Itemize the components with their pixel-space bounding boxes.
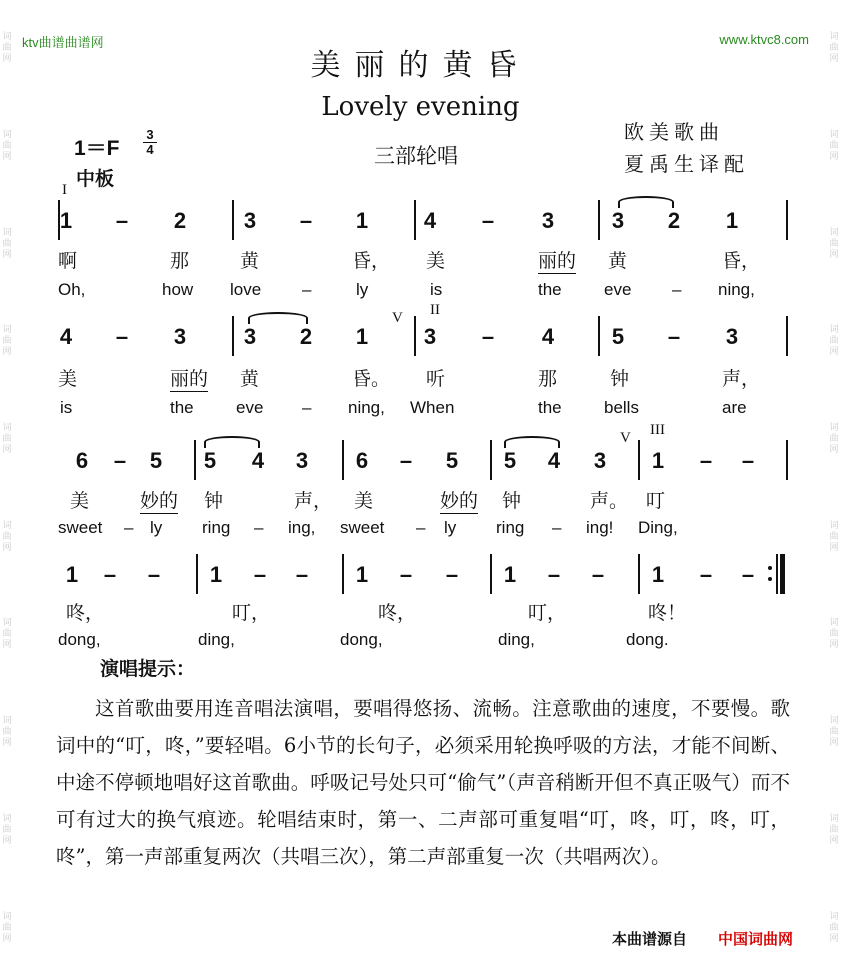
lyric: – — [302, 280, 312, 299]
note: – — [591, 562, 605, 587]
repeat-dots — [768, 562, 772, 584]
note: 3 — [541, 208, 555, 233]
slur — [248, 312, 308, 324]
note: 3 — [243, 208, 257, 233]
note: 5 — [203, 448, 217, 473]
note: 3 — [725, 324, 739, 349]
tempo-mark: 中板 — [76, 168, 115, 190]
lyrics-cn-4 — [58, 598, 790, 626]
lyric: is — [430, 280, 443, 299]
barline — [342, 554, 344, 594]
lyric: 黄 — [240, 368, 260, 390]
lyric: – — [552, 518, 562, 537]
time-bottom: 4 — [143, 142, 157, 157]
song-title: 美丽的黄昏 — [310, 48, 531, 83]
note: – — [667, 324, 681, 349]
tips-heading: 演唱提示： — [100, 658, 196, 680]
lyric: ing, — [288, 518, 316, 537]
barline — [786, 200, 788, 240]
credits — [624, 116, 749, 180]
lyric: 丽的 — [170, 364, 208, 392]
breath-mark: V — [392, 310, 403, 326]
arranger: 夏禹生译配 — [624, 152, 749, 176]
note: 3 — [611, 208, 625, 233]
time-signature — [143, 128, 157, 157]
note: – — [547, 562, 561, 587]
note: 2 — [667, 208, 681, 233]
lyric: 钟 — [610, 368, 630, 390]
lyric: sweet — [58, 518, 103, 537]
lyric: ly — [444, 518, 457, 537]
lyric: ring — [202, 518, 231, 537]
lyric: 叮 — [646, 490, 666, 512]
slur — [504, 436, 560, 448]
barline — [490, 554, 492, 594]
lyric: When — [410, 398, 455, 417]
lyric: Ding, — [638, 518, 678, 537]
note: 6 — [75, 448, 89, 473]
note: – — [399, 448, 413, 473]
note: 4 — [547, 448, 561, 473]
barline — [638, 554, 640, 594]
barline — [786, 316, 788, 356]
note: – — [253, 562, 267, 587]
lyric: 咚！ — [648, 602, 687, 624]
note: – — [147, 562, 161, 587]
lyric: 叮， — [232, 602, 271, 624]
note: 3 — [243, 324, 257, 349]
score-line-1 — [58, 182, 790, 248]
barline — [232, 200, 234, 240]
note: 5 — [149, 448, 163, 473]
lyric: sweet — [340, 518, 385, 537]
lyric: dong, — [58, 630, 101, 649]
lyric: 啊 — [58, 250, 78, 272]
lyric: bells — [604, 398, 639, 417]
lyric: 听 — [426, 368, 446, 390]
note: 1 — [59, 208, 73, 233]
note: 6 — [355, 448, 369, 473]
lyric: 昏。 — [352, 368, 391, 390]
score-line-3 — [58, 422, 790, 488]
source-label: 本曲谱源自 — [612, 930, 688, 948]
note: – — [699, 448, 713, 473]
note: – — [113, 448, 127, 473]
lyric: 声， — [722, 368, 761, 390]
lyrics-cn-2 — [58, 364, 790, 392]
song-subtitle: Lovely evening — [321, 92, 520, 122]
note: 1 — [209, 562, 223, 587]
key-signature: 1＝F — [74, 137, 120, 160]
lyric: ly — [150, 518, 163, 537]
breath-mark: V — [620, 430, 631, 446]
slur — [204, 436, 260, 448]
watermark-site-left: ktv曲谱曲谱网 — [22, 35, 104, 50]
lyrics-en-1 — [58, 280, 790, 308]
watermark-site-right: www.ktvc8.com — [719, 32, 809, 47]
lyric: 咚， — [378, 602, 417, 624]
lyric: love — [230, 280, 262, 299]
note: 2 — [173, 208, 187, 233]
note: 5 — [611, 324, 625, 349]
barline — [598, 200, 600, 240]
song-origin: 欧美歌曲 — [624, 120, 724, 144]
lyric: the — [538, 280, 562, 299]
note: – — [399, 562, 413, 587]
lyric: – — [672, 280, 682, 299]
note: 2 — [299, 324, 313, 349]
lyric: 咚， — [66, 602, 105, 624]
lyric: 声。 — [590, 490, 629, 512]
side-watermark-left: 词 曲 网 词 曲 网 词 曲 网 词 曲 网 词 曲 网 词 曲 网 词 曲 网 词 曲 网 词 曲 网 词 曲 网 — [2, 32, 12, 944]
lyric: ly — [356, 280, 369, 299]
lyric: 昏， — [352, 250, 391, 272]
lyric: 叮， — [528, 602, 567, 624]
note: – — [481, 324, 495, 349]
tips-body: 这首歌曲要用连音唱法演唱，要唱得悠扬、流畅。注意歌曲的速度，不要慢。歌词中的“叮，咚，”要轻唱。6小节的长句子，必须采用轮换呼吸的方法，才能不间断、中途不停顿地唱好这首歌曲。呼吸记号处只可“偷气”（声音稍断开但不真正吸气）而不可有过大的换气痕迹。轮唱结束时，第一、二声部可重复唱“叮，咚，叮，咚，叮，咚”，第一声部重复两次（共唱三次），第二声部重复一次（共唱两次）。 — [56, 697, 790, 868]
barline — [638, 440, 640, 480]
note: 4 — [251, 448, 265, 473]
lyric: 钟 — [502, 490, 522, 512]
note: 3 — [423, 324, 437, 349]
lyric: – — [416, 518, 426, 537]
note: – — [741, 448, 755, 473]
note: 5 — [503, 448, 517, 473]
lyric: 黄 — [608, 250, 628, 272]
lyric: 黄 — [240, 250, 260, 272]
note: – — [115, 208, 129, 233]
note: 4 — [541, 324, 555, 349]
note: 5 — [445, 448, 459, 473]
performance-form: 三部轮唱 — [374, 144, 458, 168]
lyric: ning, — [348, 398, 385, 417]
lyrics-en-3 — [58, 518, 790, 546]
lyric: dong. — [626, 630, 669, 649]
lyric: the — [170, 398, 194, 417]
note: 3 — [295, 448, 309, 473]
lyric: – — [302, 398, 312, 417]
barline — [786, 440, 788, 480]
note: – — [295, 562, 309, 587]
lyric: dong, — [340, 630, 383, 649]
lyrics-cn-3 — [58, 486, 790, 514]
lyric: 美 — [58, 368, 78, 390]
slur — [618, 196, 674, 208]
note: 1 — [355, 208, 369, 233]
note: 3 — [593, 448, 607, 473]
lyric: the — [538, 398, 562, 417]
lyric: – — [254, 518, 264, 537]
lyrics-cn-1 — [58, 246, 790, 274]
lyric: Oh, — [58, 280, 86, 299]
part-marker-3: III — [650, 422, 665, 438]
lyric: ring — [496, 518, 525, 537]
part-marker-1: I — [62, 182, 67, 198]
lyric: are — [722, 398, 747, 417]
note: – — [115, 324, 129, 349]
score-line-4 — [58, 562, 790, 602]
lyric: 昏， — [722, 250, 761, 272]
note: 1 — [651, 562, 665, 587]
lyric: eve — [236, 398, 264, 417]
lyric: – — [124, 518, 134, 537]
lyric: ning, — [718, 280, 755, 299]
barline — [490, 440, 492, 480]
note: 1 — [725, 208, 739, 233]
lyric: 声， — [294, 490, 333, 512]
lyric: 妙的 — [440, 486, 478, 514]
note: – — [103, 562, 117, 587]
lyric: 妙的 — [140, 486, 178, 514]
barline — [598, 316, 600, 356]
note: 1 — [503, 562, 517, 587]
source-site-link[interactable]: 中国词曲网 — [718, 930, 794, 948]
barline — [232, 316, 234, 356]
final-barline — [780, 554, 785, 594]
barline — [196, 554, 198, 594]
lyric: eve — [604, 280, 632, 299]
lyric: 钟 — [204, 490, 224, 512]
lyric: 丽的 — [538, 246, 576, 274]
note: 1 — [355, 562, 369, 587]
note: 4 — [423, 208, 437, 233]
lyric: how — [162, 280, 194, 299]
note: 3 — [173, 324, 187, 349]
note: 4 — [59, 324, 73, 349]
barline — [342, 440, 344, 480]
note: 1 — [355, 324, 369, 349]
lyric: is — [60, 398, 73, 417]
note: – — [481, 208, 495, 233]
lyric: ding, — [498, 630, 535, 649]
score-line-2 — [58, 302, 790, 364]
side-watermark-right: 词 曲 网 词 曲 网 词 曲 网 词 曲 网 词 曲 网 词 曲 网 词 曲 网 词 曲 网 词 曲 网 词 曲 网 — [829, 32, 839, 944]
note: – — [445, 562, 459, 587]
lyrics-en-2 — [58, 398, 790, 426]
note: – — [741, 562, 755, 587]
lyric: 那 — [538, 368, 558, 390]
lyric: 美 — [426, 250, 446, 272]
lyric: ding, — [198, 630, 235, 649]
lyric: 那 — [170, 250, 190, 272]
lyric: ing! — [586, 518, 614, 537]
lyric: 美 — [354, 490, 374, 512]
part-marker-2: II — [430, 302, 440, 318]
lyric: 美 — [70, 490, 90, 512]
note: 1 — [65, 562, 79, 587]
note: 1 — [651, 448, 665, 473]
time-top: 3 — [146, 127, 154, 142]
note: – — [299, 208, 313, 233]
barline — [776, 554, 778, 594]
note: – — [699, 562, 713, 587]
